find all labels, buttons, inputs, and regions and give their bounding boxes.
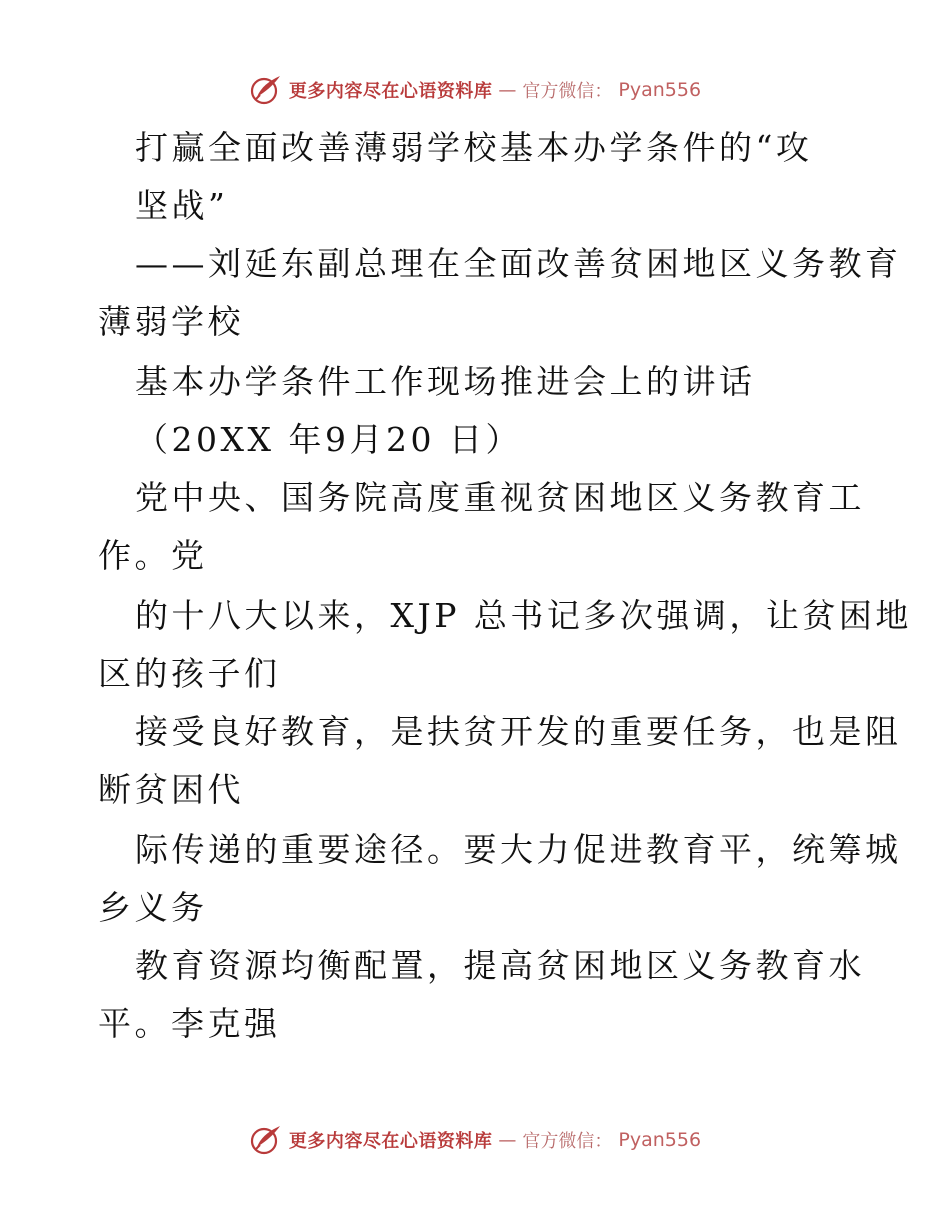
banner-wechat-id: Pyan556 [618, 1129, 702, 1151]
doc-paragraph-line: 平。李克强 [98, 1004, 281, 1043]
doc-subtitle-line-1: ——刘延东副总理在全面改善贫困地区义务教育 [135, 244, 902, 283]
doc-paragraph-line: 教育资源均衡配置，提高贫困地区义务教育水 [135, 946, 865, 985]
doc-subtitle-line-3: 基本办学条件工作现场推进会上的讲话 [135, 362, 756, 401]
banner-slogan: 更多内容尽在心语资料库 [288, 1131, 493, 1152]
doc-title-line-2: 坚战” [135, 186, 229, 225]
banner-slogan: 更多内容尽在心语资料库 [288, 81, 493, 102]
banner-separator: — [498, 79, 517, 101]
doc-paragraph-line: 乡义务 [98, 888, 208, 927]
doc-paragraph-line: 党中央、国务院高度重视贫困地区义务教育工 [135, 478, 865, 517]
doc-title-line-1: 打赢全面改善薄弱学校基本办学条件的“攻 [135, 128, 813, 167]
banner-wechat-id: Pyan556 [618, 79, 702, 101]
banner-separator: — [498, 1129, 517, 1151]
banner-wechat-label: 官方微信： [522, 1131, 613, 1152]
doc-paragraph-line: 接受良好教育，是扶贫开发的重要任务，也是阻 [135, 712, 902, 751]
doc-paragraph-line: 作。党 [98, 536, 208, 575]
doc-subtitle-line-2: 薄弱学校 [98, 302, 244, 341]
doc-paragraph-line: 际传递的重要途径。要大力促进教育平，统筹城 [135, 830, 902, 869]
doc-paragraph-line: 断贫困代 [98, 770, 244, 809]
footer-banner [0, 1120, 950, 1160]
banner-wechat-label: 官方微信： [522, 81, 613, 102]
doc-date: （20XX 年9月20 日） [135, 420, 522, 459]
doc-paragraph-line: 的十八大以来，XJP 总书记多次强调，让贫困地 [135, 596, 912, 635]
quill-pen-logo-icon [249, 1123, 283, 1157]
doc-paragraph-line: 区的孩子们 [98, 654, 281, 693]
